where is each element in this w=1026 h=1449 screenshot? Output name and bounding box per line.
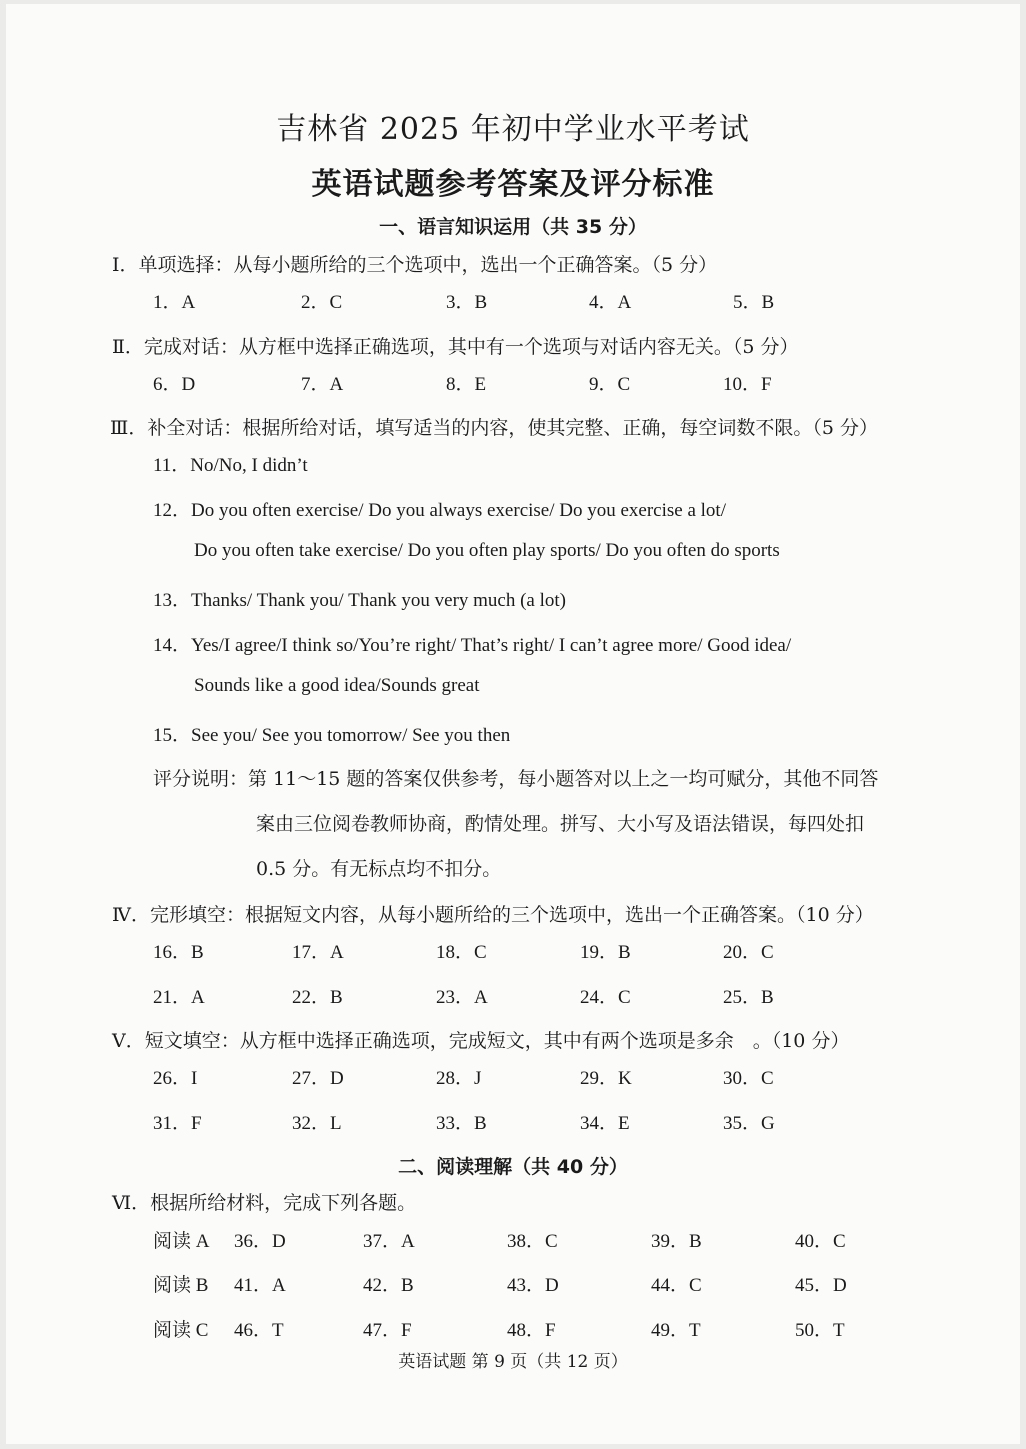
answer-item: 31．F [153, 1113, 202, 1134]
answer-item: 44．C [651, 1275, 702, 1296]
scoring-note: 评分说明：第 11～15 题的答案仅供参考，每小题答对以上之一均可赋分，其他不同答 [153, 768, 879, 790]
answer-item: 35．G [723, 1113, 775, 1134]
section-heading-part2: 二、阅读理解（共 40 分） [398, 1156, 628, 1178]
answer-item: 30．C [723, 1068, 774, 1089]
answer-item: 37．A [363, 1231, 415, 1252]
answer-item: 28．J [436, 1068, 482, 1089]
answer-item: 6．D [153, 374, 196, 395]
answer-item: 48．F [507, 1320, 556, 1341]
scoring-note: 案由三位阅卷教师协商，酌情处理。拼写、大小写及语法错误，每四处扣 [256, 813, 865, 835]
answer-item: 36．D [234, 1231, 286, 1252]
answer-item: 42．B [363, 1275, 414, 1296]
answer-item: 46．T [234, 1320, 284, 1341]
answer-item: 32．L [292, 1113, 342, 1134]
answer-item: 45．D [795, 1275, 847, 1296]
answer-line: Sounds like a good idea/Sounds great [194, 675, 480, 696]
answer-item: 16．B [153, 942, 204, 963]
answer-item: 9．C [589, 374, 631, 395]
answer-item: 19．B [580, 942, 631, 963]
answer-item: 21．A [153, 987, 205, 1008]
answer-item: 4．A [589, 292, 632, 313]
page-title: 吉林省 2025 年初中学业水平考试 [276, 112, 750, 147]
answer-item: 24．C [580, 987, 631, 1008]
answer-item: 41．A [234, 1275, 286, 1296]
answer-item: 47．F [363, 1320, 412, 1341]
reading-row-name: 阅读 B [153, 1275, 209, 1296]
answer-item: 2．C [301, 292, 343, 313]
answer-item: 17．A [292, 942, 344, 963]
section-2-label: Ⅱ．完成对话：从方框中选择正确选项，其中有一个选项与对话内容无关。（5 分） [112, 336, 799, 358]
answer-line: 11．No/No, I didn’t [153, 455, 308, 476]
answer-item: 3．B [446, 292, 488, 313]
answer-line: 13．Thanks/ Thank you/ Thank you very much (a lot) [153, 590, 566, 611]
section-3-label: Ⅲ．补全对话：根据所给对话，填写适当的内容，使其完整、正确，每空词数不限。（5 分） [110, 417, 878, 439]
section-6-label: Ⅵ．根据所给材料，完成下列各题。 [112, 1192, 417, 1214]
answer-item: 7．A [301, 374, 344, 395]
answer-item: 23．A [436, 987, 488, 1008]
answer-item: 27．D [292, 1068, 344, 1089]
reading-row-name: 阅读 C [153, 1320, 209, 1341]
answer-item: 49．T [651, 1320, 701, 1341]
answer-item: 26．I [153, 1068, 198, 1089]
answer-line: 12．Do you often exercise/ Do you always exercise/ Do you exercise a lot/ [153, 500, 726, 521]
answer-item: 29．K [580, 1068, 632, 1089]
reading-row-name: 阅读 A [153, 1231, 210, 1252]
answer-item: 39．B [651, 1231, 702, 1252]
answer-line: 14．Yes/I agree/I think so/You’re right/ That’s right/ I can’t agree more/ Good idea/ [153, 635, 792, 656]
answer-item: 20．C [723, 942, 774, 963]
answer-item: 33．B [436, 1113, 487, 1134]
answer-line: 15．See you/ See you tomorrow/ See you then [153, 725, 511, 746]
answer-item: 18．C [436, 942, 487, 963]
answer-item: 25．B [723, 987, 774, 1008]
answer-item: 50．T [795, 1320, 845, 1341]
answer-line: Do you often take exercise/ Do you often play sports/ Do you often do sports [194, 540, 780, 561]
answer-item: 1．A [153, 292, 196, 313]
answer-item: 10．F [723, 374, 772, 395]
scoring-note: 0.5 分。有无标点均不扣分。 [256, 858, 502, 880]
answer-item: 38．C [507, 1231, 558, 1252]
answer-item: 22．B [292, 987, 343, 1008]
answer-item: 43．D [507, 1275, 559, 1296]
section-4-label: Ⅳ．完形填空：根据短文内容，从每小题所给的三个选项中，选出一个正确答案。（10 分） [112, 904, 874, 926]
page-footer: 英语试题 第 9 页（共 12 页） [398, 1352, 628, 1372]
section-1-label: Ⅰ．单项选择：从每小题所给的三个选项中，选出一个正确答案。（5 分） [112, 254, 718, 276]
answer-item: 34．E [580, 1113, 630, 1134]
section-5-label: Ⅴ．短文填空：从方框中选择正确选项，完成短文，其中有两个选项是多余 。（10 分） [112, 1030, 850, 1052]
answer-item: 5．B [733, 292, 775, 313]
section-heading-part1: 一、语言知识运用（共 35 分） [379, 216, 647, 238]
page-subtitle: 英语试题参考答案及评分标准 [311, 167, 715, 202]
answer-item: 40．C [795, 1231, 846, 1252]
answer-item: 8．E [446, 374, 487, 395]
